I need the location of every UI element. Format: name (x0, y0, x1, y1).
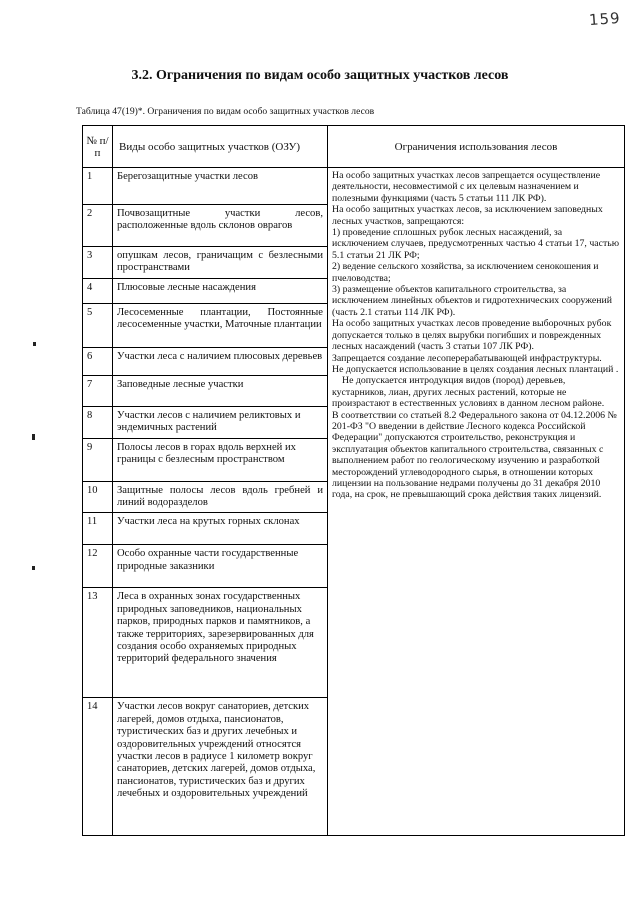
row-number: 7 (83, 375, 113, 406)
restriction-paragraph: Не допускается использование в целях создания лесных плантаций . (332, 363, 619, 375)
zone-type-cell: Берегозащитные участки лесов (113, 168, 328, 205)
table-row (83, 168, 625, 205)
header-zone-type: Виды особо защитных участков (ОЗУ) (113, 126, 328, 168)
zone-type-cell: Почвозащитные участки лесов, расположенные вдоль склонов оврагов (113, 205, 328, 247)
header-restrictions: Ограничения использования лесов (328, 126, 625, 168)
scan-mark (32, 566, 35, 570)
row-number: 8 (83, 406, 113, 438)
restriction-paragraph: На особо защитных участках лесов проведение выборочных рубок допускается только в целях вырубки погибших и поврежденных лесных насаждений (часть 3 статьи 107 ЛК РФ). (332, 318, 612, 353)
row-number: 1 (83, 168, 113, 205)
zone-type-cell: Защитные полосы лесов вдоль гребней и линий водоразделов (113, 481, 328, 513)
row-number: 4 (83, 278, 113, 303)
restriction-paragraph: На особо защитных участках лесов запрещается осуществление деятельности, несовместимой с их целевым назначением и полезными функциями (часть 5 статьи 111 ЛК РФ). (332, 170, 601, 204)
restriction-paragraph: 3) размещение объектов капитального строительства, за исключением линейных объектов и гидротехнических сооружений (часть 2.1 статьи 114 ЛК РФ). (332, 284, 612, 318)
restriction-paragraph: Запрещается создание лесоперерабатывающей инфраструктуры. (332, 352, 602, 364)
restriction-paragraph: В соответствии со статьей 8.2 Федерального закона от 04.12.2006 № 201-ФЗ "О введении в действие Лесного кодекса Российской Федерации" допускаются строительство, реконструкция и эксплуатация объектов капитального строительства, связанных с выполнением работ по геологическому изучению и разработкой месторождений углеводородного сырья, в отношении которых лицензии на пользование недрами получены до 31 декабря 2010 года, на срок, не превышающий срока действия таких лицензий. (332, 409, 617, 501)
table-header-row (83, 126, 625, 168)
restrictions-cell (328, 168, 625, 836)
row-number: 2 (83, 205, 113, 247)
scan-mark (32, 434, 35, 440)
row-number: 9 (83, 438, 113, 481)
zone-type-cell: Лесосеменные плантации, Постоянные лесосеменные участки, Маточные плантации (113, 303, 328, 347)
row-number: 11 (83, 513, 113, 545)
row-number: 14 (83, 698, 113, 836)
zone-type-cell: Леса в охранных зонах государственных природных заповедников, национальных парков, природных парков и памятников, а также территориях, зарезервированных для создания особо охраняемых природных территорий федерального значения (113, 588, 328, 698)
zone-type-cell: Особо охранные части государственные природные заказники (113, 545, 328, 588)
row-number: 12 (83, 545, 113, 588)
row-number: 10 (83, 481, 113, 513)
zone-type-cell: Участки леса на крутых горных склонах (113, 513, 328, 545)
zone-type-cell: Заповедные лесные участки (113, 375, 328, 406)
restriction-paragraph: Не допускается интродукция видов (пород) деревьев, кустарников, лиан, других лесных растений, которые не произрастают в естественных условиях в данном лесном районе. (332, 375, 605, 410)
row-number: 13 (83, 588, 113, 698)
header-number: № п/п (83, 126, 113, 168)
zone-type-cell: Плюсовые лесные насаждения (113, 278, 328, 303)
restrictions-table (82, 125, 625, 836)
zone-type-cell: Полосы лесов в горах вдоль верхней их границы с безлесным пространством (113, 438, 328, 481)
restriction-paragraph: 1) проведение сплошных рубок лесных насаждений, за исключением случаев, предусмотренных частью 4 статьи 17, частью 5.1 статьи 21 ЛК РФ; (332, 227, 620, 261)
handwritten-page-number: 159 (588, 8, 622, 30)
zone-type-cell: опушкам лесов, граничащим с безлесными пространствами (113, 247, 328, 279)
scan-mark (33, 342, 36, 346)
zone-type-cell: Участки лесов с наличием реликтовых и эндемичных растений (113, 406, 328, 438)
table-caption: Таблица 47(19)*. Ограничения по видам особо защитных участков лесов (76, 106, 375, 117)
row-number: 5 (83, 303, 113, 347)
restriction-paragraph: На особо защитных участках лесов, за исключением заповедных лесных участков, запрещаются: (332, 204, 603, 227)
zone-type-cell: Участки лесов вокруг санаториев, детских лагерей, домов отдыха, пансионатов, туристических баз и других лечебных и оздоровительных учреждений относятся участки лесов в радиусе 1 километр вокруг санаториев, детских лагерей, домов отдыха, пансионатов, туристических баз и других лечебных и оздоровительных учреждений (113, 698, 328, 836)
section-heading: 3.2. Ограничения по видам особо защитных участков лесов (131, 68, 509, 83)
row-number: 3 (83, 247, 113, 279)
row-number: 6 (83, 347, 113, 375)
restriction-paragraph: 2) ведение сельского хозяйства, за исключением сенокошения и пчеловодства; (332, 261, 599, 284)
zone-type-cell: Участки леса с наличием плюсовых деревьев (113, 347, 328, 375)
